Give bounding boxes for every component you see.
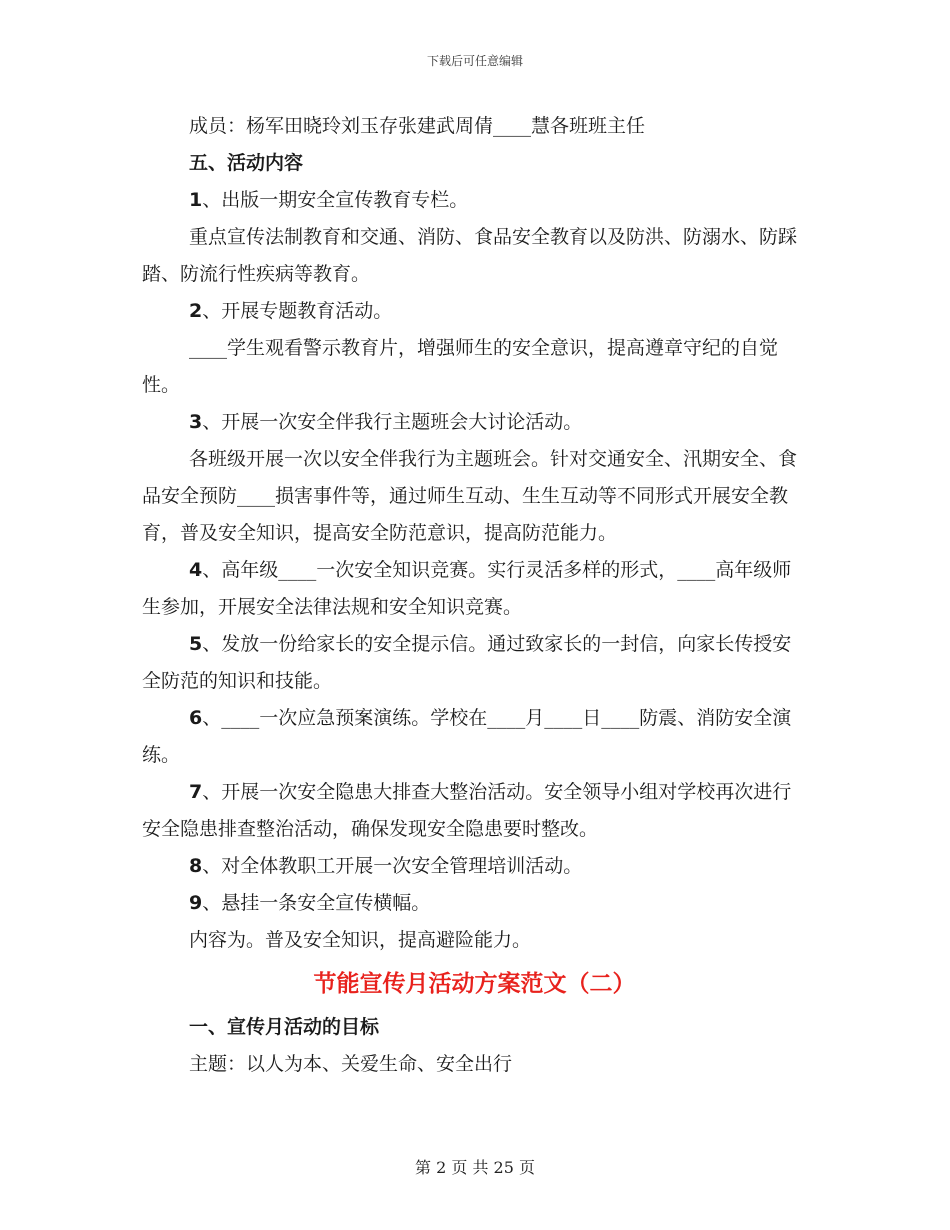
theme-line: 主题：以人为本、关爱生命、安全出行 bbox=[189, 1053, 513, 1075]
item-text: 、开展一次安全隐患大排查大整治活动。安全领导小组对学校再次进行安全隐患排查整治活动，确保发现安全隐患要时整改。 bbox=[142, 781, 792, 840]
item-text: 、出版一期安全宣传教育专栏。 bbox=[202, 189, 469, 211]
item-8 bbox=[142, 848, 807, 885]
item-2 bbox=[142, 293, 807, 330]
item-3 bbox=[142, 404, 807, 441]
item-text: 、高年级____一次安全知识竞赛。实行灵活多样的形式，____高年级师生参加，开展安全法律法规和安全知识竞赛。 bbox=[142, 559, 792, 618]
item-number: 3 bbox=[189, 411, 203, 433]
item-number: 1 bbox=[189, 189, 203, 211]
section-title-red: 节能宣传月活动方案范文（二） bbox=[313, 970, 636, 997]
item-number: 6 bbox=[189, 707, 203, 729]
item-text: 、悬挂一条安全宣传横幅。 bbox=[202, 892, 431, 914]
item-1-body: 重点宣传法制教育和交通、消防、食品安全教育以及防洪、防溺水、防踩踏、防流行性疾病等教育。 bbox=[142, 226, 798, 285]
item-text: 、发放一份给家长的安全提示信。通过致家长的一封信，向家长传授安全防范的知识和技能。 bbox=[142, 633, 792, 692]
item-number: 2 bbox=[189, 300, 203, 322]
item-5 bbox=[142, 626, 807, 700]
item-9-body: 内容为。普及安全知识，提高避险能力。 bbox=[189, 929, 532, 951]
page-header: 下载后可任意编辑 bbox=[426, 54, 523, 68]
members-line: 成员：杨军田晓玲刘玉存张建武周倩____慧各班班主任 bbox=[189, 115, 646, 137]
section-heading-1: 一、宣传月活动的目标 bbox=[189, 1016, 380, 1038]
item-number: 5 bbox=[189, 633, 203, 655]
item-text: 、开展专题教育活动。 bbox=[202, 300, 393, 322]
item-2-body: ____学生观看警示教育片，增强师生的安全意识，提高遵章守纪的自觉性。 bbox=[142, 337, 779, 396]
document-body bbox=[142, 108, 807, 1083]
item-number: 8 bbox=[189, 855, 203, 877]
item-1 bbox=[142, 182, 807, 219]
item-number: 9 bbox=[189, 892, 203, 914]
item-text: 、开展一次安全伴我行主题班会大讨论活动。 bbox=[202, 411, 583, 433]
page-footer: 第 2 页 共 25 页 bbox=[415, 1158, 535, 1177]
item-7 bbox=[142, 774, 807, 848]
item-6 bbox=[142, 700, 807, 774]
item-text: 、____一次应急预案演练。学校在____月____日____防震、消防安全演练。 bbox=[142, 707, 792, 766]
item-number: 7 bbox=[189, 781, 203, 803]
section-heading-5: 五、活动内容 bbox=[189, 152, 304, 174]
item-4 bbox=[142, 552, 807, 626]
item-3-body: 各班级开展一次以安全伴我行为主题班会。针对交通安全、汛期安全、食品安全预防____损害事件等，通过师生互动、生生互动等不同形式开展安全教育，普及安全知识，提高安全防范意识，提高防范能力。 bbox=[142, 448, 798, 544]
item-number: 4 bbox=[189, 559, 203, 581]
item-text: 、对全体教职工开展一次安全管理培训活动。 bbox=[202, 855, 583, 877]
item-9 bbox=[142, 885, 807, 922]
